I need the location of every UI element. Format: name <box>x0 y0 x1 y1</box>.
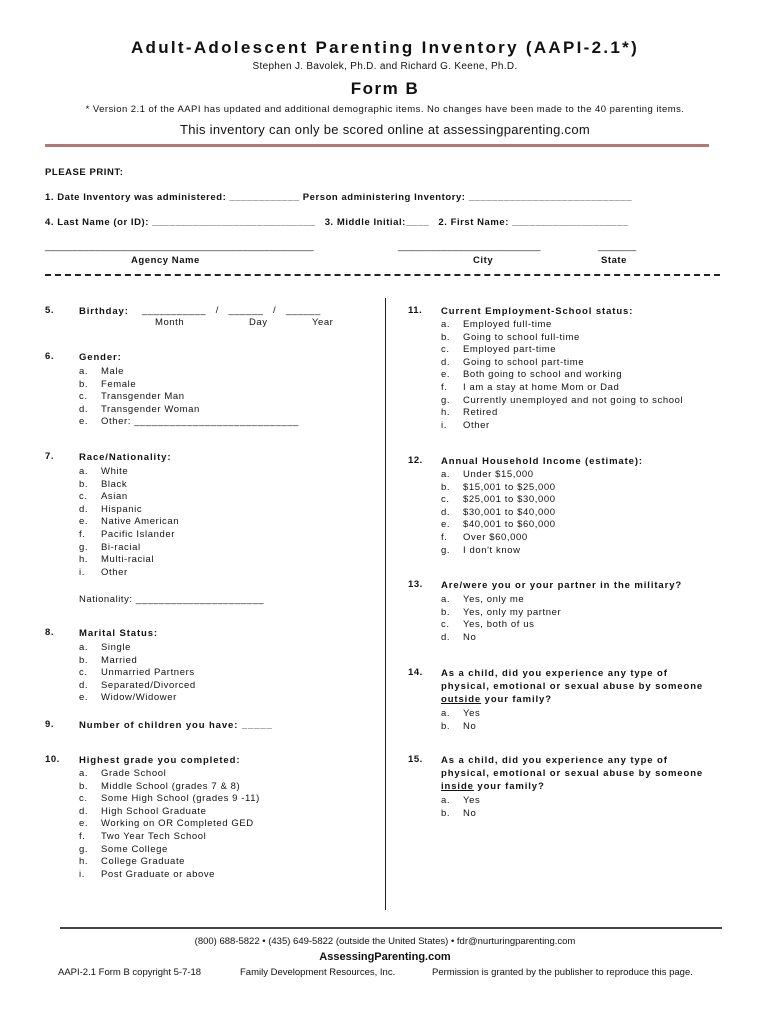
person-label: Person administering Inventory: <box>302 192 466 203</box>
q10-number: 10. <box>45 754 60 765</box>
option-letter: i. <box>441 419 447 431</box>
option-letter: b. <box>441 606 451 618</box>
option-text: Male <box>101 366 124 377</box>
option-letter: d. <box>79 679 89 691</box>
option-letter: d. <box>79 805 89 817</box>
q6-options <box>79 366 299 429</box>
q15-line-3-rest: your family? <box>473 781 545 792</box>
q7-number: 7. <box>45 451 55 462</box>
answer-option[interactable] <box>441 344 683 357</box>
footer-divider <box>60 927 722 929</box>
answer-option[interactable] <box>441 482 556 495</box>
person-blank[interactable]: ____________________________ <box>468 192 633 203</box>
answer-option[interactable] <box>441 407 683 420</box>
option-text: $15,001 to $25,000 <box>463 481 556 493</box>
q8-options <box>79 642 196 705</box>
q13-options <box>441 594 561 644</box>
q14-line-3 <box>441 693 703 706</box>
option-letter: b. <box>79 478 89 490</box>
month-label: Month <box>155 317 185 328</box>
option-text: Yes, only me <box>463 594 525 605</box>
last-name-label: 4. Last Name (or ID): <box>45 217 149 228</box>
city-label: City <box>473 255 494 266</box>
q9-label: Number of children you have: <box>79 720 239 731</box>
q14-options <box>441 708 480 733</box>
q6-label: Gender: <box>79 352 122 363</box>
option-letter: g. <box>79 843 89 855</box>
option-letter: c. <box>79 491 88 503</box>
answer-option[interactable] <box>441 395 683 408</box>
option-letter: a. <box>441 469 451 480</box>
option-letter: b. <box>79 654 89 666</box>
option-text: I am a stay at home Mom or Dad <box>463 381 620 393</box>
answer-option[interactable] <box>79 554 179 567</box>
answer-option[interactable] <box>441 808 480 821</box>
option-text: Single <box>101 642 132 653</box>
option-letter: a. <box>79 642 89 653</box>
option-text: Other: ____________________________ <box>101 416 299 428</box>
option-text: Currently unemployed and not going to school <box>463 394 684 406</box>
q11-number: 11. <box>408 305 423 316</box>
q12-number: 12. <box>408 455 423 466</box>
authors: Stephen J. Bavolek, Ph.D. and Richard G. Keene, Ph.D. <box>252 61 518 72</box>
answer-option[interactable] <box>441 332 683 345</box>
answer-option[interactable] <box>441 382 683 395</box>
answer-option[interactable] <box>441 594 561 607</box>
first-name-blank[interactable]: ____________________ <box>512 217 629 228</box>
option-text: Working on OR Completed GED <box>101 818 254 830</box>
answer-option[interactable] <box>79 366 299 379</box>
option-text: Over $60,000 <box>463 531 528 543</box>
option-letter: a. <box>79 466 89 477</box>
option-letter: f. <box>441 531 448 543</box>
option-letter: c. <box>441 344 450 356</box>
answer-option[interactable] <box>79 655 196 668</box>
option-text: Post Graduate or above <box>101 868 216 880</box>
q7-options <box>79 466 179 579</box>
answer-option[interactable] <box>79 692 196 705</box>
answer-option[interactable] <box>441 357 683 370</box>
option-text: Widow/Widower <box>101 692 177 704</box>
option-letter: b. <box>441 331 451 343</box>
please-print-label: PLEASE PRINT: <box>45 167 124 178</box>
q14-label <box>441 667 703 706</box>
option-text: Hispanic <box>101 503 143 515</box>
form-title: Adult-Adolescent Parenting Inventory (AAPI-2.1*) <box>130 38 640 57</box>
answer-option[interactable] <box>441 469 556 482</box>
option-text: Native American <box>101 516 180 528</box>
option-letter: i. <box>79 868 85 880</box>
option-text: Asian <box>101 491 128 503</box>
option-letter: c. <box>79 793 88 805</box>
option-text: Two Year Tech School <box>101 830 207 842</box>
option-letter: a. <box>441 594 451 605</box>
name-field-row[interactable] <box>45 217 629 228</box>
option-letter: g. <box>79 541 89 553</box>
option-letter: c. <box>441 494 450 506</box>
footer-permission: Permission is granted by the publisher to reproduce this page. <box>432 967 693 978</box>
q15-line-1: As a child, did you experience any type of <box>441 755 668 766</box>
option-text: Other <box>463 419 490 431</box>
option-letter: d. <box>79 403 89 415</box>
agency-blank[interactable]: _________________________________________________ <box>45 241 314 252</box>
option-letter: c. <box>79 391 88 403</box>
q15-options <box>441 795 480 820</box>
q9-label-row <box>79 719 273 732</box>
option-letter: d. <box>79 503 89 515</box>
option-letter: g. <box>441 394 451 406</box>
answer-option[interactable] <box>79 869 260 882</box>
option-letter: f. <box>441 381 448 393</box>
answer-option[interactable] <box>79 781 260 794</box>
date-field-row[interactable] <box>45 192 632 203</box>
day-label: Day <box>249 317 268 328</box>
column-divider <box>385 298 386 910</box>
option-letter: a. <box>441 319 451 330</box>
q15-number: 15. <box>408 754 423 765</box>
answer-option[interactable] <box>79 856 260 869</box>
option-text: Married <box>101 654 138 666</box>
q10-options <box>79 768 260 881</box>
q14-line-1: As a child, did you experience any type of <box>441 668 668 679</box>
option-letter: f. <box>79 830 86 842</box>
answer-option[interactable] <box>441 319 683 332</box>
header-divider <box>45 144 709 147</box>
option-letter: b. <box>79 378 89 390</box>
answer-option[interactable] <box>79 844 260 857</box>
q13-label: Are/were you or your partner in the military? <box>441 580 683 591</box>
option-text: Some High School (grades 9 -11) <box>101 793 260 805</box>
q11-label: Current Employment-School status: <box>441 306 634 317</box>
option-letter: b. <box>441 807 451 819</box>
children-count-blank[interactable]: _____ <box>241 720 273 731</box>
answer-option[interactable] <box>441 607 561 620</box>
option-text: No <box>463 631 477 643</box>
option-letter: a. <box>79 366 89 377</box>
option-text: Grade School <box>101 768 167 779</box>
q14-line-3-rest: your family? <box>481 694 552 705</box>
q7-label: Race/Nationality: <box>79 452 172 463</box>
option-letter: h. <box>79 554 89 566</box>
answer-option[interactable] <box>79 529 179 542</box>
option-letter: h. <box>79 856 89 868</box>
answer-option[interactable] <box>441 545 556 558</box>
answer-option[interactable] <box>79 567 179 580</box>
answer-option[interactable] <box>79 416 299 429</box>
section-divider <box>45 274 720 276</box>
answer-option[interactable] <box>79 491 179 504</box>
answer-option[interactable] <box>79 768 260 781</box>
answer-option[interactable] <box>79 793 260 806</box>
state-label: State <box>601 255 627 266</box>
answer-option[interactable] <box>441 708 480 721</box>
answer-option[interactable] <box>79 806 260 819</box>
answer-option[interactable] <box>441 721 480 734</box>
answer-option[interactable] <box>79 504 179 517</box>
city-blank[interactable]: __________________________ <box>398 241 541 252</box>
q12-label: Annual Household Income (estimate): <box>441 456 643 467</box>
option-text: Yes, only my partner <box>463 606 562 618</box>
answer-option[interactable] <box>79 831 260 844</box>
agency-name-label: Agency Name <box>131 255 200 266</box>
date-blank[interactable]: ____________ <box>229 192 300 203</box>
option-text: White <box>101 466 129 477</box>
answer-option[interactable] <box>79 542 179 555</box>
option-letter: f. <box>79 528 86 540</box>
option-text: No <box>463 720 477 732</box>
option-letter: b. <box>79 780 89 792</box>
first-name-label: 2. First Name: <box>438 217 509 228</box>
q15-line-2: physical, emotional or sexual abuse by someone <box>441 768 704 779</box>
answer-option[interactable] <box>441 420 683 433</box>
option-letter: e. <box>79 818 89 830</box>
answer-option[interactable] <box>441 632 561 645</box>
form-version-label: Form B <box>350 79 420 98</box>
q14-line-2: physical, emotional or sexual abuse by someone <box>441 681 704 692</box>
option-letter: b. <box>441 481 451 493</box>
q9-number: 9. <box>45 719 55 730</box>
q11-options <box>441 319 683 432</box>
q15-label <box>441 754 703 793</box>
footer-site-link[interactable]: AssessingParenting.com <box>319 951 451 963</box>
option-text: $40,001 to $60,000 <box>463 519 556 531</box>
answer-option[interactable] <box>441 369 683 382</box>
option-text: Other <box>101 566 128 578</box>
answer-option[interactable] <box>79 466 179 479</box>
q6-number: 6. <box>45 351 55 362</box>
option-text: Employed part-time <box>463 344 557 356</box>
option-text: Transgender Man <box>101 391 185 403</box>
q14-emphasis: outside <box>441 694 482 705</box>
option-text: Pacific Islander <box>101 528 176 540</box>
option-letter: a. <box>441 795 451 806</box>
option-text: Employed full-time <box>463 319 552 330</box>
option-text: Multi-racial <box>101 554 155 566</box>
option-letter: h. <box>441 407 451 419</box>
q15-line-3 <box>441 780 703 793</box>
scoring-note: This inventory can only be scored online at assessingparenting.com <box>179 122 590 137</box>
option-text: Separated/Divorced <box>101 679 196 691</box>
answer-option[interactable] <box>441 494 556 507</box>
option-text: Retired <box>463 407 498 419</box>
option-text: High School Graduate <box>101 805 207 817</box>
answer-option[interactable] <box>441 795 480 808</box>
option-letter: d. <box>441 631 451 643</box>
option-text: Transgender Woman <box>101 403 200 415</box>
answer-option[interactable] <box>79 680 196 693</box>
answer-option[interactable] <box>79 667 196 680</box>
option-letter: d. <box>441 506 451 518</box>
option-text: $25,001 to $30,000 <box>463 494 556 506</box>
answer-option[interactable] <box>441 507 556 520</box>
option-text: Yes <box>463 795 481 806</box>
q8-number: 8. <box>45 627 55 638</box>
year-label: Year <box>312 317 334 328</box>
option-text: Unmarried Partners <box>101 667 195 679</box>
option-letter: c. <box>441 619 450 631</box>
option-letter: d. <box>441 356 451 368</box>
answer-option[interactable] <box>441 532 556 545</box>
answer-option[interactable] <box>79 818 260 831</box>
option-letter: c. <box>79 667 88 679</box>
option-text: Both going to school and working <box>463 369 623 381</box>
q5-number: 5. <box>45 305 55 316</box>
option-letter: e. <box>79 516 89 528</box>
option-letter: a. <box>441 708 451 719</box>
answer-option[interactable] <box>79 404 299 417</box>
option-text: College Graduate <box>101 856 186 868</box>
answer-option[interactable] <box>79 379 299 392</box>
footer-publisher: Family Development Resources, Inc. <box>240 967 396 978</box>
q14-number: 14. <box>408 667 423 678</box>
option-text: $30,001 to $40,000 <box>463 506 556 518</box>
answer-option[interactable] <box>441 619 561 632</box>
option-letter: i. <box>79 566 85 578</box>
q10-label: Highest grade you completed: <box>79 755 241 766</box>
option-text: Yes, both of us <box>463 619 535 631</box>
answer-option[interactable] <box>79 391 299 404</box>
option-letter: e. <box>441 369 451 381</box>
option-letter: e. <box>79 692 89 704</box>
option-text: Going to school full-time <box>463 331 580 343</box>
option-text: I don't know <box>463 544 521 556</box>
last-name-blank[interactable]: ____________________________ <box>152 217 316 228</box>
option-letter: b. <box>441 720 451 732</box>
option-text: Black <box>101 478 128 490</box>
q12-options <box>441 469 556 557</box>
option-text: Middle School (grades 7 & 8) <box>101 780 241 792</box>
option-letter: e. <box>441 519 451 531</box>
middle-initial-label: 3. Middle Initial: <box>324 217 406 228</box>
middle-initial-blank[interactable]: ____ <box>405 217 430 228</box>
q8-label: Marital Status: <box>79 628 158 639</box>
option-letter: g. <box>441 544 451 556</box>
birthday-blanks[interactable]: ___________ / ______ / ______ <box>142 305 321 316</box>
footer-contact: (800) 688-5822 • (435) 649-5822 (outside the United States) • fdr@nurturingparenting.com <box>194 936 576 947</box>
q13-number: 13. <box>408 579 423 590</box>
nationality-field[interactable]: Nationality: ______________________ <box>79 594 265 605</box>
option-text: Bi-racial <box>101 541 141 553</box>
version-note: * Version 2.1 of the AAPI has updated and additional demographic items. No changes have been made to the 40 parenting items. <box>85 104 685 115</box>
q15-emphasis: inside <box>441 781 474 792</box>
answer-option[interactable] <box>79 479 179 492</box>
option-text: No <box>463 807 477 819</box>
answer-option[interactable] <box>441 519 556 532</box>
option-letter: a. <box>79 768 89 779</box>
option-text: Some College <box>101 843 168 855</box>
option-text: Going to school part-time <box>463 356 585 368</box>
date-label: 1. Date Inventory was administered: <box>45 192 227 203</box>
answer-option[interactable] <box>79 642 196 655</box>
option-text: Female <box>101 378 137 390</box>
option-text: Under $15,000 <box>463 469 534 480</box>
option-letter: e. <box>79 416 89 428</box>
footer-copyright: AAPI-2.1 Form B copyright 5-7-18 <box>58 967 202 978</box>
q5-label: Birthday: <box>79 306 129 317</box>
answer-option[interactable] <box>79 516 179 529</box>
state-blank[interactable]: _______ <box>598 241 637 252</box>
option-text: Yes <box>463 708 481 719</box>
